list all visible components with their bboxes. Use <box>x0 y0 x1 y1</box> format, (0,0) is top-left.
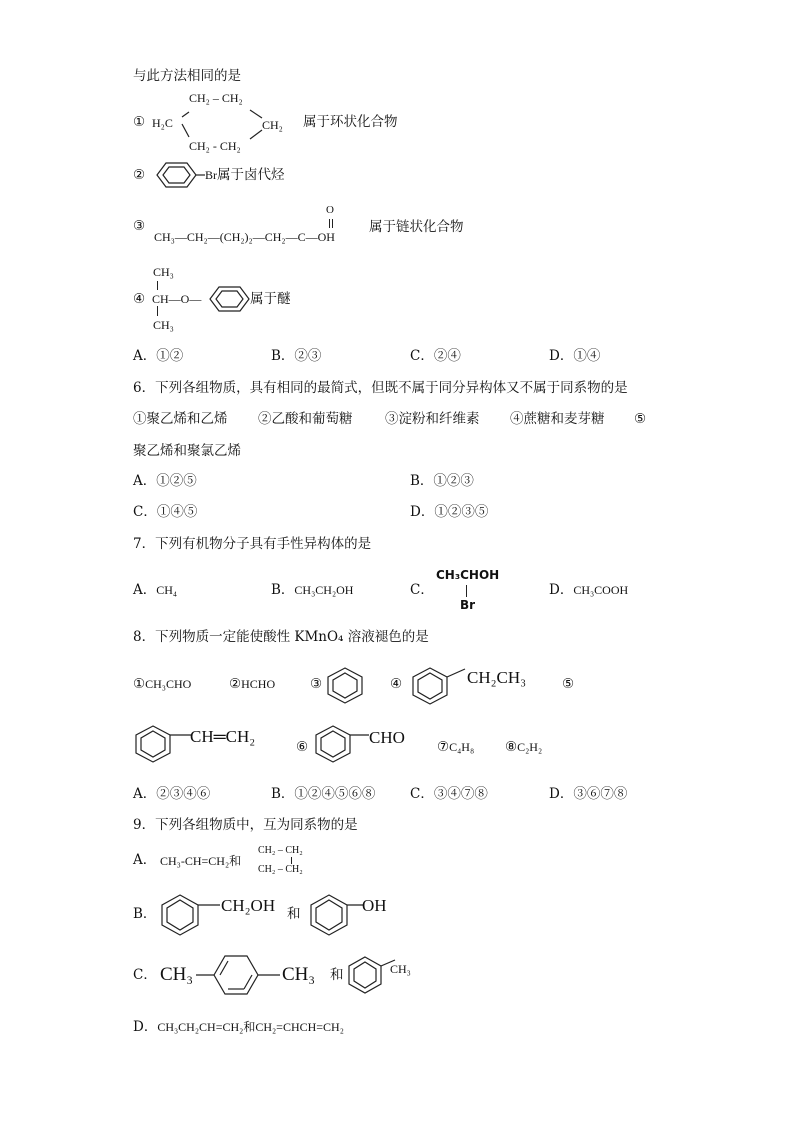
q5-option-c-label: C． <box>410 348 434 364</box>
q9-option-c-label[interactable]: C． <box>133 967 157 983</box>
q9-option-b-label[interactable]: B． <box>133 906 157 922</box>
q6-item-3: ③淀粉和纤维素 <box>385 411 480 427</box>
q9-option-c-right: CH₃ <box>390 962 411 976</box>
q9-option-b-right: OH <box>362 896 387 915</box>
q7-option-a-label: A． <box>133 582 157 598</box>
q9-option-a-ring-bond <box>291 857 292 864</box>
q5-option-a-label: A． <box>133 348 157 364</box>
q6-option-a-label: A． <box>133 473 157 489</box>
q5-option-b-value: ②③ <box>294 348 322 364</box>
q7-option-d-value: CH₃COOH <box>573 583 629 597</box>
q8-item-7-formula: C₄H₈ <box>449 740 475 754</box>
q5-item-2-label <box>205 166 285 184</box>
q8-item-8 <box>505 738 542 756</box>
benzene-ring-icon <box>410 667 470 705</box>
q5-item-4-bottom: CH₃ <box>153 318 174 332</box>
q5-item-1-number: ① <box>133 114 146 130</box>
q8-option-c-value: ③④⑦⑧ <box>433 786 488 802</box>
q5-item-2-substituent: Br <box>205 168 217 182</box>
q9-option-c-left: CH₃ <box>160 964 194 985</box>
benzene-ring-icon <box>133 725 193 765</box>
q8-option-d-label: D． <box>549 786 574 802</box>
q6-item-5-text: 聚乙烯和聚氯乙烯 <box>133 443 241 459</box>
q8-option-a-value: ②③④⑥ <box>156 786 211 802</box>
q9-option-c-mid: 和 <box>330 967 344 983</box>
benzene-ring-icon <box>155 161 205 189</box>
q5-item-3-text: 属于链状化合物 <box>369 219 464 235</box>
q5-item-4-mid: CH—O— <box>152 292 202 306</box>
q7-option-b[interactable] <box>271 581 353 599</box>
q8-option-b-value: ①②④⑤⑥⑧ <box>294 786 376 802</box>
q8-item-4-number: ④ <box>390 676 403 692</box>
q9-option-a-ring-top: CH₂ – CH₂ <box>258 845 303 856</box>
q6-option-d[interactable] <box>410 503 488 521</box>
q8-option-d[interactable] <box>549 785 627 803</box>
q8-item-2-number: ② <box>229 676 242 692</box>
q6-item-1: ①聚乙烯和乙烯 <box>133 411 228 427</box>
q5-option-c[interactable] <box>410 347 461 365</box>
q8-stem: 8．下列物质一定能使酸性 KMnO₄ 溶液褪色的是 <box>133 629 429 645</box>
q8-option-b-label: B． <box>271 786 295 802</box>
q7-option-c-substituent: Br <box>460 598 476 612</box>
q8-item-4-formula: CH₂CH₃ <box>467 668 527 687</box>
q7-option-c-bond <box>466 585 467 597</box>
q8-item-8-formula: C₂H₂ <box>517 740 543 754</box>
q5-item-3-formula: CH₃—CH₂—(CH₂)₂—CH₂—C—OH <box>154 230 335 244</box>
q9-option-d-label: D． <box>133 1019 158 1035</box>
q5-option-b[interactable] <box>271 347 321 365</box>
q9-option-d-text: CH₃CH₂CH=CH₂和CH₂=CHCH=CH₂ <box>157 1020 344 1034</box>
q6-item-2: ②乙酸和葡萄糖 <box>258 411 353 427</box>
q8-option-c[interactable] <box>410 785 488 803</box>
q5-item-1-top: CH₂ – CH₂ <box>189 91 243 105</box>
q6-stem: 6．下列各组物质，具有相同的最简式，但既不属于同分异构体又不属于同系物的是 <box>133 380 628 396</box>
q9-option-a-label[interactable]: A． <box>133 852 157 868</box>
q9-option-b-left: CH₂OH <box>221 896 276 915</box>
q5-option-d[interactable] <box>549 347 600 365</box>
benzene-ring-icon <box>313 725 373 765</box>
q8-item-2-formula: HCHO <box>241 677 276 691</box>
q5-option-b-label: B． <box>271 348 295 364</box>
q5-item-4-bond-down <box>157 306 158 316</box>
benzene-ring-icon <box>196 953 286 997</box>
q5-item-2-number: ② <box>133 167 146 183</box>
benzene-ring-icon <box>327 667 367 703</box>
q9-option-b-mid: 和 <box>287 906 301 922</box>
q5-item-4-top: CH₃ <box>153 265 174 279</box>
q6-option-b-label: B． <box>410 473 434 489</box>
q8-item-3-number: ③ <box>310 676 323 692</box>
q7-option-a[interactable] <box>133 581 177 599</box>
q8-item-2 <box>229 675 275 693</box>
benzene-ring-icon <box>158 893 224 937</box>
q7-option-c-formula: CH₃CHOH <box>436 568 500 582</box>
q8-option-b[interactable] <box>271 785 375 803</box>
q9-option-d[interactable] <box>133 1018 344 1036</box>
q7-option-c-label[interactable]: C． <box>410 582 434 598</box>
q5-item-3-double-bond-b <box>332 219 333 228</box>
intro-text: 与此方法相同的是 <box>133 68 241 84</box>
q7-option-a-value: CH₄ <box>156 583 178 597</box>
q7-option-b-value: CH₃CH₂OH <box>294 583 354 597</box>
q6-option-c[interactable] <box>133 503 197 521</box>
q5-item-3-double-bond-a <box>329 219 330 228</box>
q8-item-8-number: ⑧ <box>505 739 518 755</box>
q5-item-3-oxygen: O <box>326 204 334 216</box>
q6-option-b[interactable] <box>410 472 474 490</box>
q7-stem: 7．下列有机物分子具有手性异构体的是 <box>133 536 372 552</box>
q5-item-4-number: ④ <box>133 291 146 307</box>
q6-item-5-number: ⑤ <box>634 411 647 427</box>
q8-option-d-value: ③⑥⑦⑧ <box>573 786 628 802</box>
q8-item-1 <box>133 675 191 693</box>
q5-option-d-value: ①④ <box>573 348 601 364</box>
q8-item-1-number: ① <box>133 676 146 692</box>
q8-item-7-number: ⑦ <box>437 739 450 755</box>
q9-stem: 9．下列各组物质中，互为同系物的是 <box>133 817 358 833</box>
q9-option-a-ring-bottom: CH₂ – CH₂ <box>258 864 303 875</box>
q8-item-5-formula: CH═CH₂ <box>190 727 256 746</box>
q6-option-c-value: ①④⑤ <box>156 504 198 520</box>
q5-option-a-value: ①② <box>156 348 184 364</box>
q8-option-c-label: C． <box>410 786 434 802</box>
q6-option-b-value: ①②③ <box>433 473 474 489</box>
q6-option-a[interactable] <box>133 472 197 490</box>
q6-item-4: ④蔗糖和麦芽糖 <box>510 411 605 427</box>
q5-item-1-left: H₂C <box>152 116 173 130</box>
q5-item-4-text: 属于醚 <box>250 291 291 307</box>
q8-item-5-number: ⑤ <box>562 676 575 692</box>
q6-option-d-label: D． <box>410 504 435 520</box>
q5-item-4-bond-up <box>157 281 158 290</box>
q6-option-d-value: ①②③⑤ <box>434 504 489 520</box>
q5-item-2-text: 属于卤代烃 <box>217 167 285 183</box>
q7-option-d[interactable] <box>549 581 628 599</box>
q5-item-1-ring-bonds <box>176 104 266 144</box>
q9-option-a-left: CH₃-CH=CH₂和 <box>160 854 242 868</box>
q5-option-c-value: ②④ <box>433 348 461 364</box>
q9-option-c-right-group: CH₃ <box>282 964 316 985</box>
q8-option-a-label: A． <box>133 786 157 802</box>
q8-item-6-number: ⑥ <box>296 739 309 755</box>
q7-option-b-label: B． <box>271 582 295 598</box>
q8-item-6-formula: CHO <box>369 728 405 747</box>
q7-option-d-label: D． <box>549 582 574 598</box>
q8-item-7 <box>437 738 474 756</box>
q6-option-a-value: ①②⑤ <box>156 473 197 489</box>
q6-option-c-label: C． <box>133 504 157 520</box>
q8-option-a[interactable] <box>133 785 210 803</box>
q5-item-3-number: ③ <box>133 218 146 234</box>
q5-item-1-text: 属于环状化合物 <box>303 114 398 130</box>
q8-item-1-formula: CH₃CHO <box>145 677 192 691</box>
q5-option-a[interactable] <box>133 347 183 365</box>
benzene-ring-icon <box>208 285 252 313</box>
q5-option-d-label: D． <box>549 348 574 364</box>
benzene-ring-icon <box>307 893 367 937</box>
q5-item-1-bottom: CH₂ - CH₂ <box>189 139 241 153</box>
q5-item-1-right: CH₂ <box>262 118 283 132</box>
